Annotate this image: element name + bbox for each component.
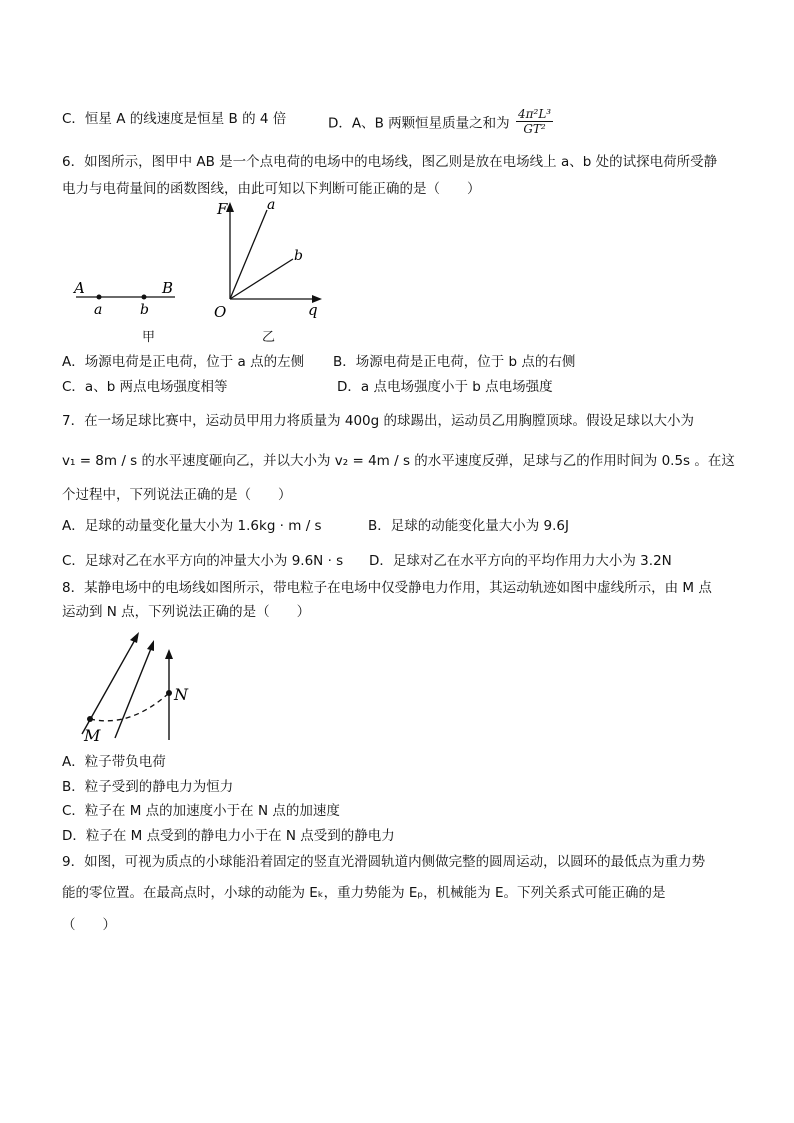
- figure-yi: [214, 197, 322, 321]
- caption-yi: 乙: [262, 330, 276, 345]
- q6-stem-line1: 6．如图所示，图甲中 AB 是一个点电荷的电场中的电场线，图乙则是放在电场线上 a、b 处的试探电荷所受静: [62, 154, 718, 170]
- q6-option-a: A．场源电荷是正电荷，位于 a 点的左侧: [62, 354, 305, 370]
- label-B: B: [162, 279, 174, 297]
- field-line-2-arrow: [147, 640, 154, 651]
- label-a: a: [94, 302, 103, 318]
- q9-stem-line2: 能的零位置。在最高点时，小球的动能为 Eₖ，重力势能为 Eₚ，机械能为 E。下列关系式可能正确的是: [62, 885, 666, 901]
- field-line-3-arrow: [165, 649, 173, 659]
- q8-option-b: B．粒子受到的静电力为恒力: [62, 779, 234, 795]
- graph-line-b: [230, 259, 293, 299]
- point-m-dot: [87, 716, 93, 722]
- graph-line-a: [230, 210, 267, 299]
- q5-option-d-text: D．A、B 两颗恒星质量之和为: [328, 115, 510, 132]
- q8-option-c: C．粒子在 M 点的加速度小于在 N 点的加速度: [62, 803, 340, 819]
- q7-stem-line2: v₁ = 8m / s 的水平速度砸向乙，并以大小为 v₂ = 4m / s 的水平速度反弹，足球与乙的作用时间为 0.5s 。在这: [62, 453, 735, 469]
- q5-option-d-fraction: [516, 107, 553, 136]
- label-F: F: [217, 200, 228, 218]
- q8-option-d: D．粒子在 M 点受到的静电力小于在 N 点受到的静电力: [62, 828, 395, 844]
- label-line-a: a: [267, 197, 276, 213]
- q7-option-c: C．足球对乙在水平方向的冲量大小为 9.6N · s: [62, 553, 344, 569]
- fraction-denominator: GT²: [523, 122, 546, 136]
- q6-figures: [60, 196, 360, 351]
- label-b: b: [140, 302, 149, 318]
- q7-option-b: B．足球的动能变化量大小为 9.6J: [368, 518, 570, 534]
- q7-option-d: D．足球对乙在水平方向的平均作用力大小为 3.2N: [369, 553, 672, 569]
- q6-option-d: D．a 点电场强度小于 b 点电场强度: [337, 379, 553, 395]
- q9-stem-line3: （ ）: [62, 917, 116, 933]
- field-line-1-arrow: [130, 632, 139, 643]
- q7-stem-line3: 个过程中，下列说法正确的是（ ）: [62, 487, 292, 503]
- q8-stem-line2: 运动到 N 点，下列说法正确的是（ ）: [62, 604, 311, 620]
- q8-option-a: A．粒子带负电荷: [62, 754, 166, 770]
- q8-stem-line1: 8．某静电场中的电场线如图所示，带电粒子在电场中仅受静电力作用，其运动轨迹如图中虚线所示，由 M 点: [62, 580, 712, 596]
- q5-option-d: [328, 109, 553, 138]
- point-n-dot: [166, 690, 172, 696]
- trajectory-dashed: [90, 693, 169, 721]
- q7-stem-line1: 7．在一场足球比赛中，运动员甲用力将质量为 400g 的球踢出，运动员乙用胸膛顶球。假设足球以大小为: [62, 413, 695, 429]
- point-b-dot: [142, 295, 147, 300]
- label-A: A: [74, 279, 85, 297]
- figure-jia: [72, 279, 175, 318]
- caption-jia: 甲: [142, 330, 156, 345]
- q6-option-b: B．场源电荷是正电荷，位于 b 点的右侧: [333, 354, 576, 370]
- point-a-dot: [97, 295, 102, 300]
- label-N: N: [174, 685, 188, 704]
- q9-stem-line1: 9．如图，可视为质点的小球能沿着固定的竖直光滑圆轨道内侧做完整的圆周运动，以圆环的最低点为重力势: [62, 854, 706, 870]
- field-line-2: [115, 646, 152, 738]
- q5-option-c: C．恒星 A 的线速度是恒星 B 的 4 倍: [62, 111, 287, 127]
- q6-stem-line2: 电力与电荷量间的函数图线，由此可知以下判断可能正确的是（ ）: [62, 181, 481, 197]
- label-O: O: [214, 303, 227, 321]
- q8-figure: [70, 628, 210, 746]
- fraction-numerator: 4π²L³: [517, 107, 552, 121]
- label-M: M: [84, 726, 101, 745]
- q7-option-a: A．足球的动量变化量大小为 1.6kg · m / s: [62, 518, 322, 534]
- label-q: q: [308, 301, 318, 319]
- label-line-b: b: [294, 248, 303, 264]
- q6-option-c: C．a、b 两点电场强度相等: [62, 379, 228, 395]
